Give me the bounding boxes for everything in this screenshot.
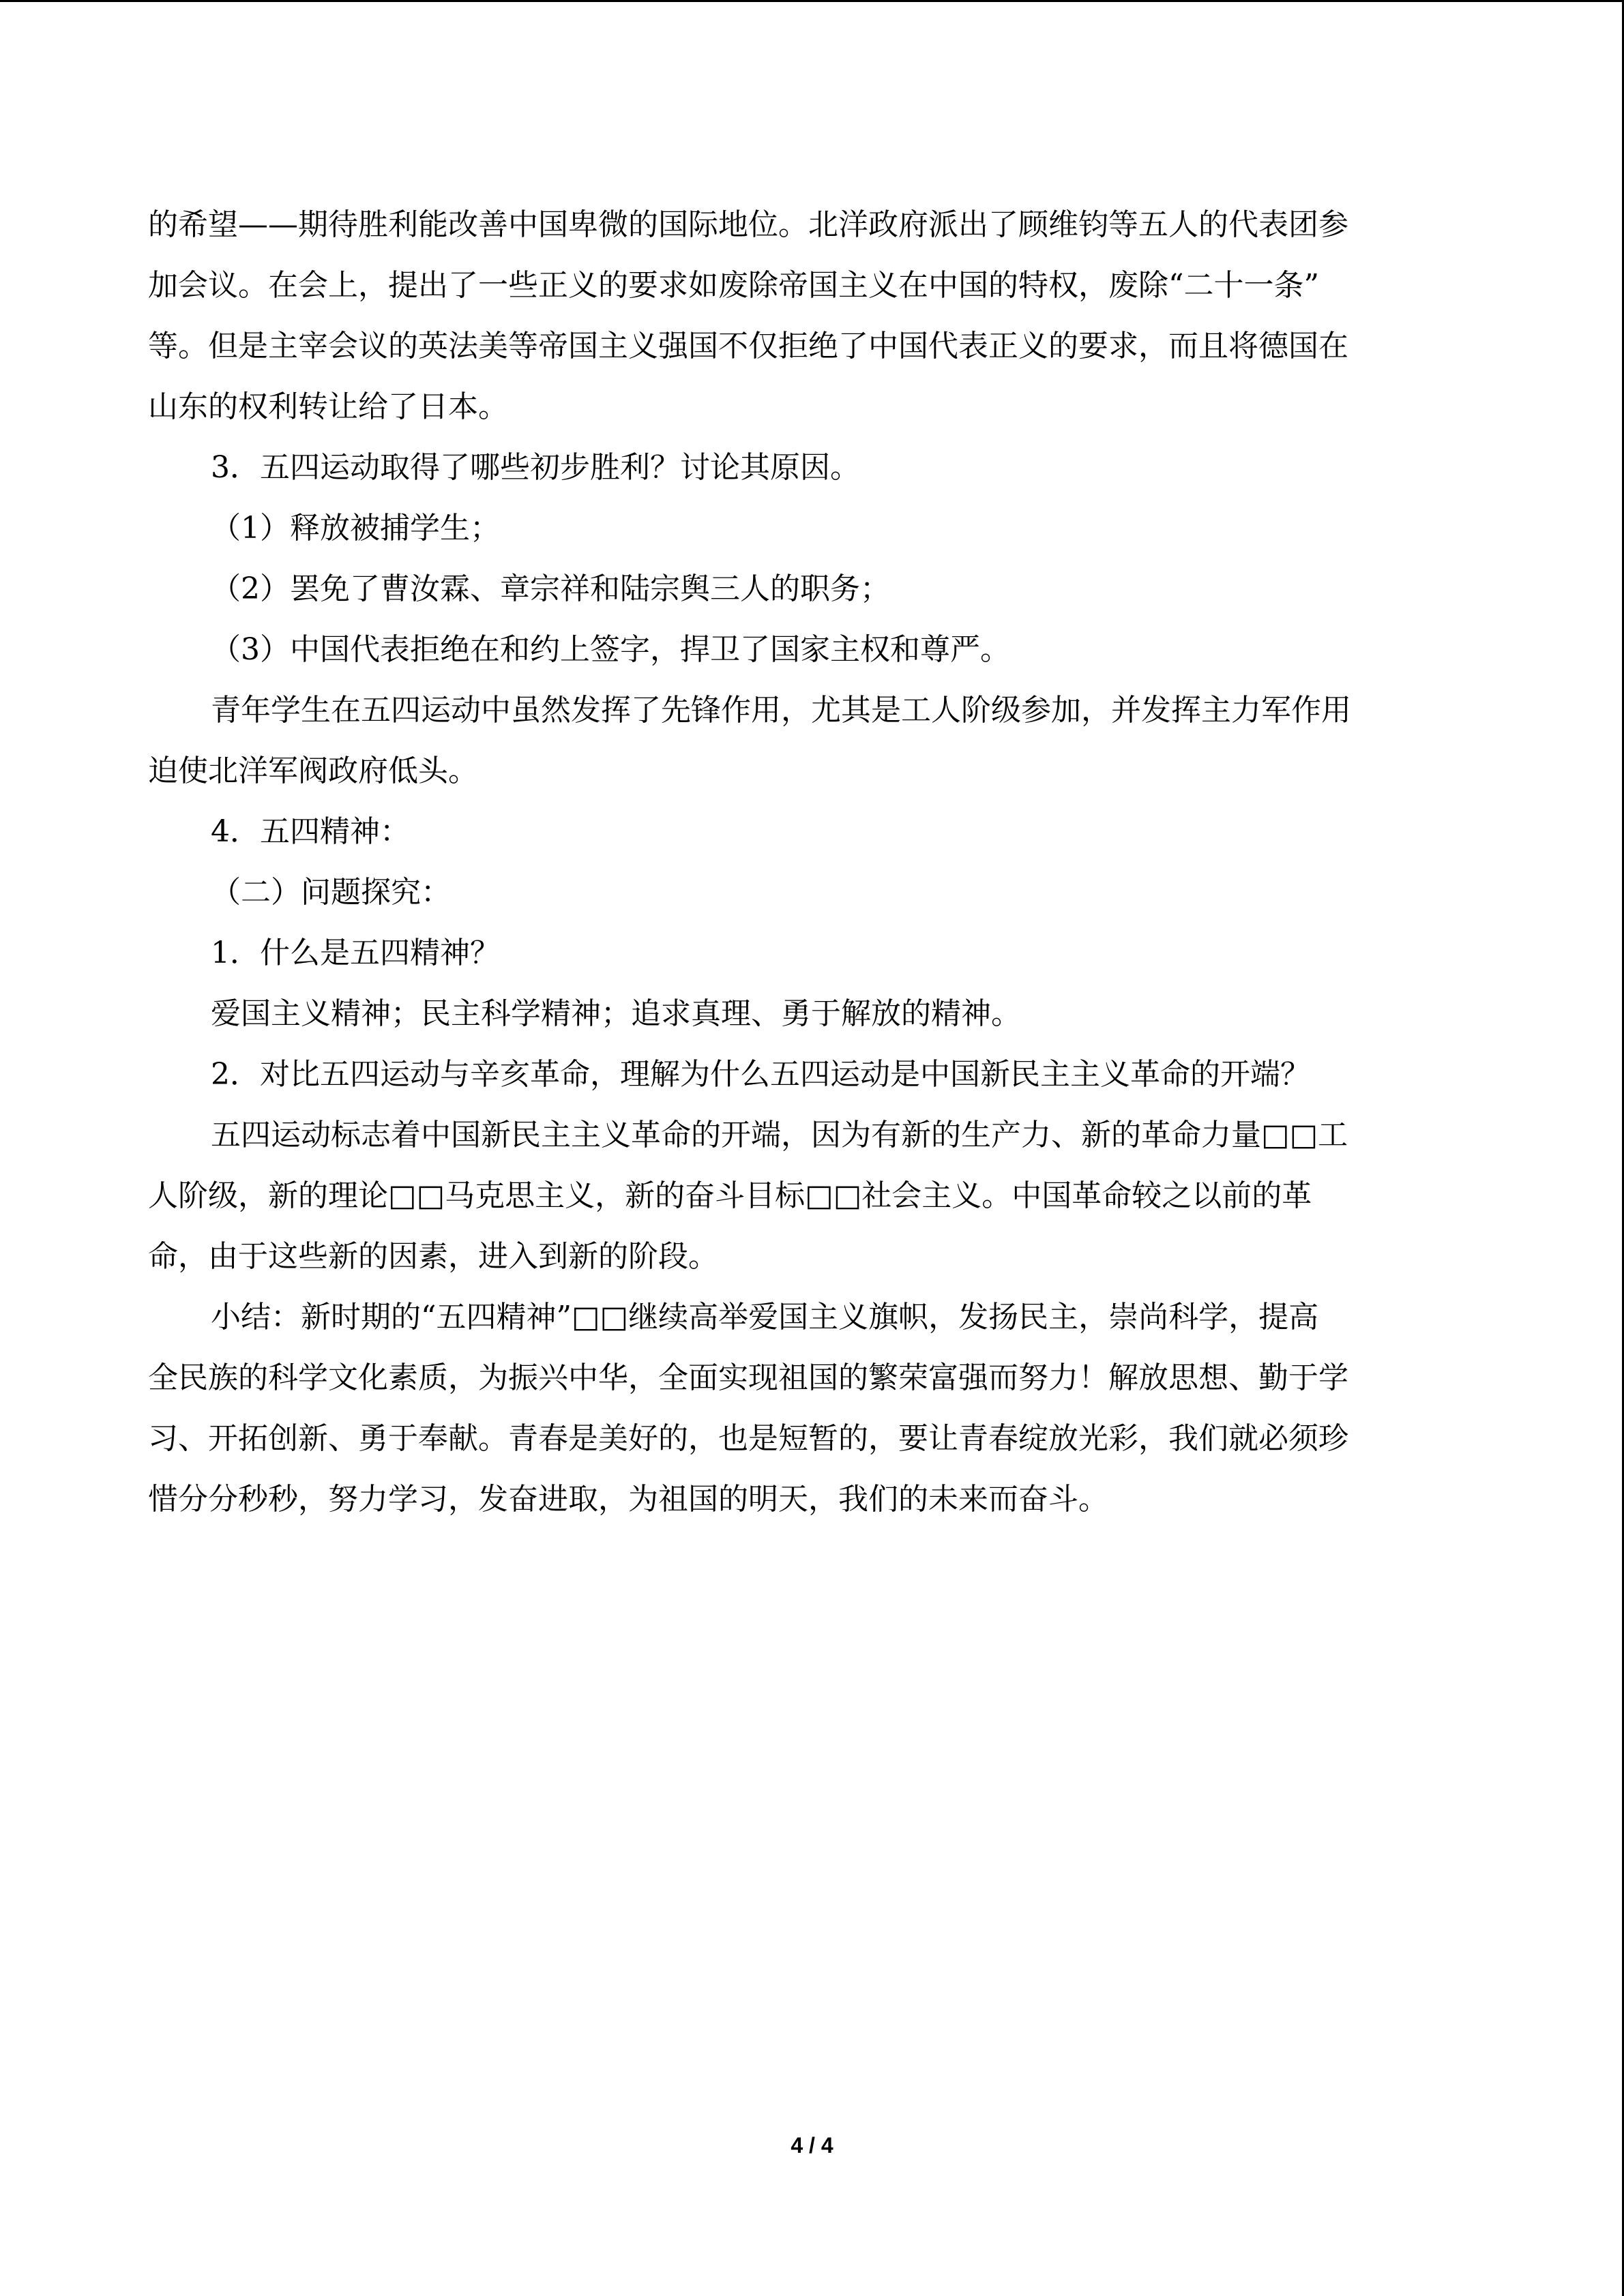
list-item: （1）释放被捕学生； xyxy=(211,511,500,546)
paragraph-line: 加会议。在会上，提出了一些正义的要求如废除帝国主义在中国的特权，废除“二十一条” xyxy=(148,268,1319,303)
paragraph-line: 五四运动标志着中国新民主主义革命的开端，因为有新的生产力、新的革命力量□□工 xyxy=(211,1118,1348,1152)
question-heading: 1．什么是五四精神？ xyxy=(211,936,500,970)
summary-line: 全民族的科学文化素质，为振兴中华，全面实现祖国的繁荣富强而努力！解放思想、勤于学 xyxy=(148,1360,1348,1395)
paragraph-line: 迫使北洋军阀政府低头。 xyxy=(148,754,478,788)
paragraph-line: 等。但是主宰会议的英法美等帝国主义强国不仅拒绝了中国代表正义的要求，而且将德国在 xyxy=(148,329,1348,363)
list-item: （3）中国代表拒绝在和约上签字，捍卫了国家主权和尊严。 xyxy=(211,632,1010,667)
paragraph-line: 的希望——期待胜利能改善中国卑微的国际地位。北洋政府派出了顾维钧等五人的代表团参 xyxy=(148,207,1348,242)
page-number: 4 / 4 xyxy=(791,2133,833,2158)
paragraph-line: 人阶级，新的理论□□马克思主义，新的奋斗目标□□社会主义。中国革命较之以前的革 xyxy=(148,1178,1312,1213)
answer-line: 爱国主义精神；民主科学精神；追求真理、勇于解放的精神。 xyxy=(211,996,1021,1031)
paragraph-line: 山东的权利转让给了日本。 xyxy=(148,389,508,424)
summary-line: 小结：新时期的“五四精神”□□继续高举爱国主义旗帜，发扬民主，崇尚科学，提高 xyxy=(211,1300,1319,1335)
paragraph-line: 命，由于这些新的因素，进入到新的阶段。 xyxy=(148,1239,718,1274)
question-heading: 2．对比五四运动与辛亥革命，理解为什么五四运动是中国新民主主义革命的开端？ xyxy=(211,1057,1310,1092)
paragraph-line: 青年学生在五四运动中虽然发挥了先锋作用，尤其是工人阶级参加，并发挥主力军作用 xyxy=(211,693,1351,728)
list-item: （2）罢免了曹汝霖、章宗祥和陆宗舆三人的职务； xyxy=(211,571,890,606)
summary-line: 惜分分秒秒，努力学习，发奋进取，为祖国的明天，我们的未来而奋斗。 xyxy=(148,1482,1108,1517)
section-heading: （二）问题探究： xyxy=(211,875,451,910)
summary-line: 习、开拓创新、勇于奉献。青春是美好的，也是短暂的，要让青春绽放光彩，我们就必须珍 xyxy=(148,1421,1348,1456)
question-heading: 4．五四精神： xyxy=(211,814,410,849)
question-heading: 3．五四运动取得了哪些初步胜利？讨论其原因。 xyxy=(211,450,860,485)
